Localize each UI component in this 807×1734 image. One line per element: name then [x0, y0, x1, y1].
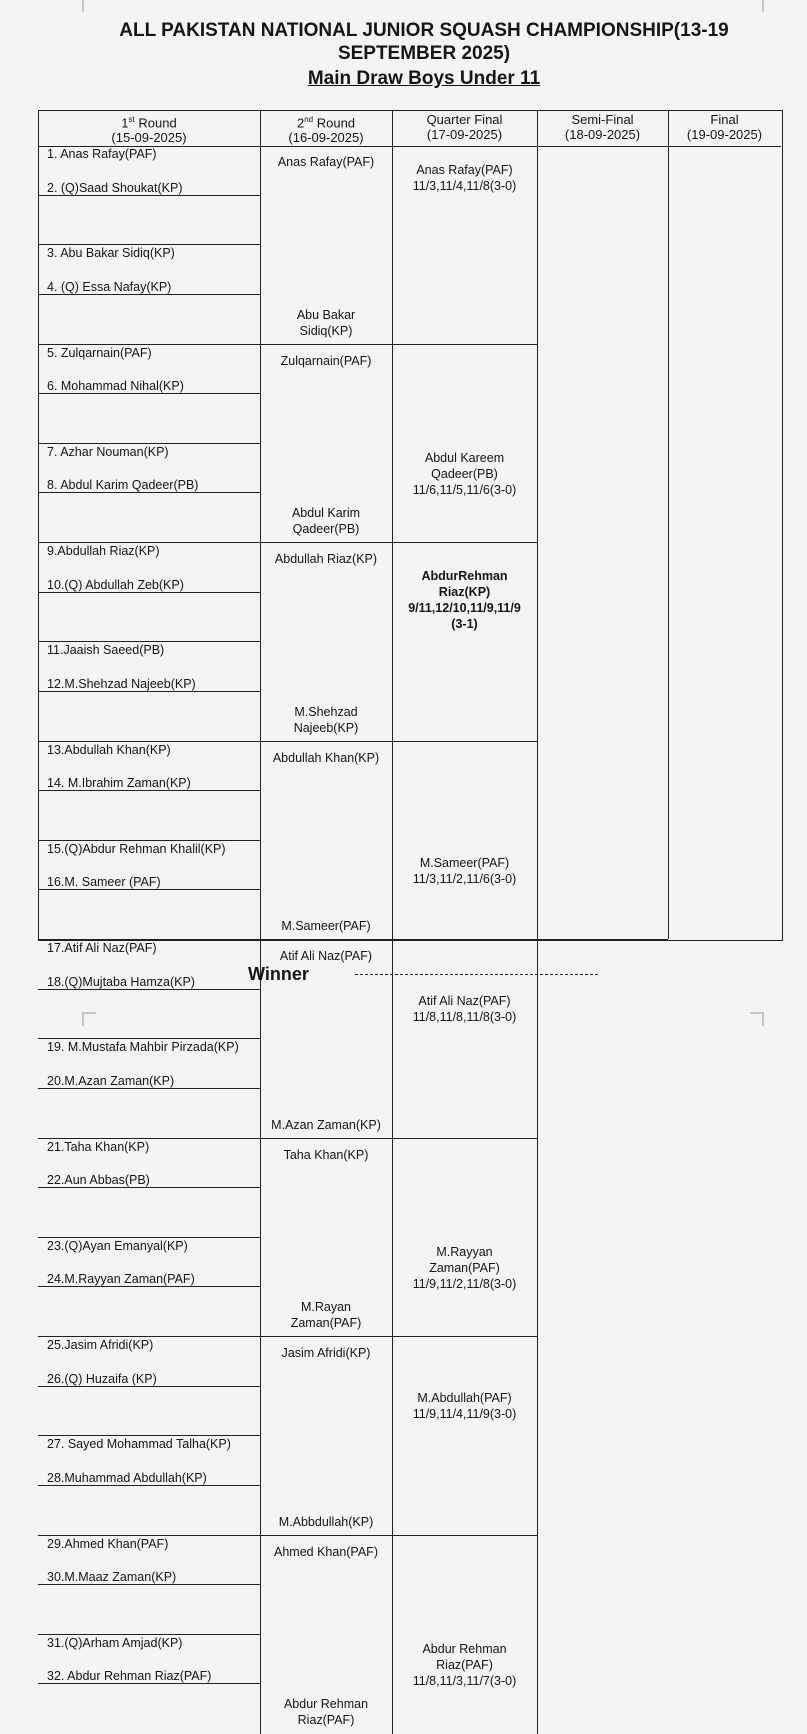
- round2-group-line: [260, 344, 392, 345]
- round1-player: 10.(Q) Abdullah Zeb(KP): [47, 578, 184, 592]
- qf-group-line: [392, 1535, 537, 1536]
- header-sf: [537, 112, 668, 142]
- round1-player: 25.Jasim Afridi(KP): [47, 1338, 154, 1352]
- round2-winner: [260, 551, 392, 567]
- round1-player: 29.Ahmed Khan(PAF): [47, 1537, 169, 1551]
- round1-pair-line: [38, 741, 260, 742]
- round2-winner-line: Qadeer(PB): [292, 522, 360, 536]
- round1-pair-line: [38, 1038, 260, 1039]
- header-round2-label: [260, 112, 392, 130]
- qf-winner-line: Riaz(KP): [438, 585, 491, 599]
- sf-connector: [537, 146, 538, 543]
- qf-winner: [392, 855, 537, 887]
- header-round1: [38, 112, 260, 145]
- round1-player: 23.(Q)Ayan Emanyal(KP): [47, 1239, 188, 1253]
- qf-group-line: [392, 344, 537, 345]
- round1-player: 11.Jaaish Saeed(PB): [47, 643, 165, 657]
- round1-player: 18.(Q)Mujtaba Hamza(KP): [47, 975, 195, 989]
- round2-winner: [260, 1345, 392, 1361]
- qf-winner-line: 11/3,11/2,11/6(3-0): [412, 872, 517, 886]
- qf-winner: [392, 450, 537, 498]
- header-round2-word: Round: [313, 115, 356, 131]
- round1-pair-line: [38, 1138, 260, 1139]
- round2-group-line: [260, 1138, 392, 1139]
- round1-pair-line: [38, 1435, 260, 1436]
- qf-winner-line: 11/8,11/3,11/7(3-0): [412, 1674, 517, 1688]
- round1-player: 20.M.Azan Zaman(KP): [47, 1074, 175, 1088]
- qf-winner-line: 11/9,11/2,11/8(3-0): [412, 1277, 517, 1291]
- qf-winner-line: Riaz(PAF): [436, 1658, 493, 1672]
- round2-winner-line: Atif Ali Naz(PAF): [279, 949, 373, 963]
- round2-winner-line: M.Abbdullah(KP): [278, 1515, 374, 1529]
- round2-winner-line: Sidiq(KP): [299, 324, 353, 338]
- round1-player: 5. Zulqarnain(PAF): [47, 346, 152, 360]
- qf-winner-line: Anas Rafay(PAF): [416, 163, 513, 177]
- round2-winner: [260, 918, 392, 934]
- round1-player: 12.M.Shehzad Najeeb(KP): [47, 677, 196, 691]
- round2-winner-line: Ahmed Khan(PAF): [274, 1545, 378, 1559]
- qf-winner: [392, 568, 537, 632]
- round2-winner: [260, 353, 392, 369]
- round1-player: 8. Abdul Karim Qadeer(PB): [47, 478, 199, 492]
- header-round2: [260, 112, 392, 145]
- round1-player: 6. Mohammad Nihal(KP): [47, 379, 184, 393]
- qf-group-line: [392, 939, 537, 940]
- round2-winner: [260, 154, 392, 170]
- round1-pair-line: [38, 840, 260, 841]
- document-title-line2: SEPTEMBER 2025): [337, 43, 511, 64]
- round2-winner-line: Zulqarnain(PAF): [280, 354, 372, 368]
- header-round2-ordinal: nd: [304, 115, 314, 124]
- round1-player: 22.Aun Abbas(PB): [47, 1173, 150, 1187]
- round2-winner-line: Anas Rafay(PAF): [277, 155, 375, 169]
- header-round2-number: 2: [296, 115, 305, 131]
- round2-winner: [260, 1299, 392, 1331]
- qf-winner: [392, 993, 537, 1025]
- qf-connector: [392, 940, 393, 1139]
- qf-winner: [392, 162, 537, 194]
- header-round1-label: [38, 112, 260, 130]
- header-final-date: (19-09-2025): [686, 127, 763, 142]
- qf-connector: [392, 345, 393, 543]
- round2-winner: [260, 704, 392, 736]
- sf-connector: [537, 940, 538, 1337]
- round2-winner: [260, 1117, 392, 1133]
- round1-player: 2. (Q)Saad Shoukat(KP): [47, 181, 183, 195]
- sf-group-line: [537, 939, 668, 940]
- winner-label: Winner: [248, 964, 309, 984]
- sf-connector: [537, 1337, 538, 1734]
- header-round1-word: Round: [134, 115, 177, 131]
- header-sf-label: Semi-Final: [571, 112, 634, 127]
- qf-connector: [392, 1337, 393, 1536]
- round2-winner-line: Jasim Afridi(KP): [281, 1346, 371, 1360]
- round1-pair-line: [38, 939, 260, 940]
- round2-winner-line: M.Rayan: [300, 1300, 352, 1314]
- round2-winner-line: M.Sameer(PAF): [281, 919, 371, 933]
- round1-pair-line: [38, 641, 260, 642]
- qf-winner-line: M.Rayyan: [436, 1245, 493, 1259]
- round2-winner-line: Riaz(PAF): [297, 1713, 355, 1727]
- round1-player: 21.Taha Khan(KP): [47, 1140, 150, 1154]
- header-round1-number: 1: [121, 115, 129, 131]
- qf-connector: [392, 1536, 393, 1734]
- qf-winner-line: Abdur Rehman: [422, 1642, 507, 1656]
- qf-winner-line: 11/8,11/8,11/8(3-0): [412, 1010, 517, 1024]
- round2-winner: [260, 948, 392, 964]
- round1-player: 17.Atif Ali Naz(PAF): [47, 941, 157, 955]
- round2-winner: [260, 307, 392, 339]
- round1-pair-line: [38, 244, 260, 245]
- qf-winner-line: Zaman(PAF): [429, 1261, 500, 1275]
- qf-winner-line: Abdul Kareem: [424, 451, 505, 465]
- round1-player: 28.Muhammad Abdullah(KP): [47, 1471, 207, 1485]
- round1-player: 30.M.Maaz Zaman(KP): [47, 1570, 177, 1584]
- round2-winner-line: Abdullah Khan(KP): [272, 751, 380, 765]
- winner-blank-line: [355, 974, 598, 975]
- round2-winner-line: M.Azan Zaman(KP): [271, 1118, 381, 1132]
- round2-group-line: [260, 542, 392, 543]
- round1-player: 19. M.Mustafa Mahbir Pirzada(KP): [47, 1040, 239, 1054]
- round2-group-line: [260, 741, 392, 742]
- final-connector: [668, 146, 669, 939]
- round2-winner-line: Najeeb(KP): [293, 721, 359, 735]
- qf-winner-line: M.Sameer(PAF): [419, 856, 510, 870]
- document-title-line1: ALL PAKISTAN NATIONAL JUNIOR SQUASH CHAMPIONSHIP(13-19: [119, 20, 729, 41]
- round1-pair-line: [38, 1237, 260, 1238]
- round2-group-line: [260, 1336, 392, 1337]
- round1-pair-line: [38, 1336, 260, 1337]
- round2-winner-line: M.Shehzad: [294, 705, 358, 719]
- qf-winner-line: (3-1): [451, 617, 478, 631]
- qf-winner: [392, 1390, 537, 1422]
- qf-group-line: [392, 1336, 537, 1337]
- qf-winner-line: 11/6,11/5,11/6(3-0): [412, 483, 517, 497]
- round1-pair-line: [38, 443, 260, 444]
- qf-winner: [392, 1641, 537, 1689]
- round1-player: 9.Abdullah Riaz(KP): [47, 544, 160, 558]
- qf-winner-line: Atif Ali Naz(PAF): [418, 994, 511, 1008]
- page-corner-mark: [750, 0, 764, 12]
- round1-player: 16.M. Sameer (PAF): [47, 875, 161, 889]
- qf-winner-line: 11/3,11/4,11/8(3-0): [412, 179, 517, 193]
- round2-winner: [260, 505, 392, 537]
- round1-player: 32. Abdur Rehman Riaz(PAF): [47, 1669, 212, 1683]
- round1-player: 31.(Q)Arham Amjad(KP): [47, 1636, 183, 1650]
- header-qf-date: (17-09-2025): [426, 127, 503, 142]
- round2-winner: [260, 750, 392, 766]
- page-corner-mark: [82, 0, 96, 12]
- round1-player: 15.(Q)Abdur Rehman Khalil(KP): [47, 842, 226, 856]
- header-final: [668, 112, 781, 142]
- qf-winner-line: AbdurRehman: [421, 569, 508, 583]
- header-qf-label: Quarter Final: [426, 112, 503, 127]
- round1-player: 1. Anas Rafay(PAF): [47, 147, 157, 161]
- qf-group-line: [392, 542, 537, 543]
- round1-player: 24.M.Rayyan Zaman(PAF): [47, 1272, 195, 1286]
- sf-connector: [537, 543, 538, 940]
- header-qf: [392, 112, 537, 142]
- round1-player: 13.Abdullah Khan(KP): [47, 743, 171, 757]
- qf-group-line: [392, 1138, 537, 1139]
- round2-winner-line: Abdul Karim: [291, 506, 361, 520]
- round1-player: 27. Sayed Mohammad Talha(KP): [47, 1437, 231, 1451]
- round1-pair-line: [38, 1634, 260, 1635]
- round2-winner-line: Abdur Rehman: [283, 1697, 369, 1711]
- round2-winner: [260, 1514, 392, 1530]
- round2-winner: [260, 1147, 392, 1163]
- qf-winner: [392, 1244, 537, 1292]
- round1-player: 26.(Q) Huzaifa (KP): [47, 1372, 157, 1386]
- header-round1-date: (15-09-2025): [111, 130, 187, 146]
- qf-winner-line: M.Abdullah(PAF): [417, 1391, 512, 1405]
- qf-winner-line: 11/9,11/4,11/9(3-0): [412, 1407, 517, 1421]
- round2-group-line: [260, 939, 392, 940]
- header-final-label: Final: [710, 112, 739, 127]
- round1-player: 4. (Q) Essa Nafay(KP): [47, 280, 172, 294]
- qf-group-line: [392, 741, 537, 742]
- qf-winner-line: 9/11,12/10,11/9,11/9: [408, 601, 521, 615]
- header-sf-date: (18-09-2025): [564, 127, 641, 142]
- round1-player: 3. Abu Bakar Sidiq(KP): [47, 246, 175, 260]
- header-round1-ordinal: st: [128, 115, 135, 124]
- qf-connector: [392, 1139, 393, 1337]
- round2-winner-line: Taha Khan(KP): [283, 1148, 369, 1162]
- round2-winner: [260, 1696, 392, 1728]
- round1-player: 14. M.Ibrahim Zaman(KP): [47, 776, 191, 790]
- round1-player: 7. Azhar Nouman(KP): [47, 445, 169, 459]
- round2-group-line: [260, 1535, 392, 1536]
- qf-connector: [392, 742, 393, 940]
- round2-winner: [260, 1544, 392, 1560]
- round2-winner-line: Abdullah Riaz(KP): [274, 552, 378, 566]
- round2-winner-line: Abu Bakar: [296, 308, 356, 322]
- round2-winner-line: Zaman(PAF): [290, 1316, 362, 1330]
- qf-winner-line: Qadeer(PB): [431, 467, 498, 481]
- header-round2-date: (16-09-2025): [288, 130, 364, 146]
- round1-pair-line: [38, 1535, 260, 1536]
- draw-subtitle: Main Draw Boys Under 11: [307, 68, 541, 89]
- table-frame: [38, 110, 783, 941]
- round1-pair-line: [38, 542, 260, 543]
- round1-pair-line: [38, 344, 260, 345]
